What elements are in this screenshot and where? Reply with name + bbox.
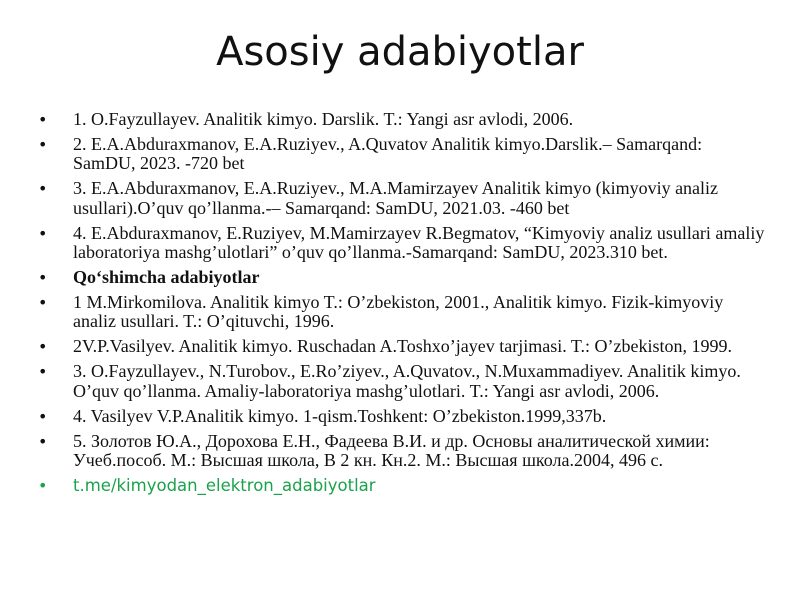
slide-title: Asosiy adabiyotlar bbox=[216, 29, 584, 75]
list-item bbox=[38, 407, 768, 427]
reference-text: 2V.P.Vasilyev. Analitik kimyo. Ruschadan A.Toshxo’jayev tarjimasi. T.: O’zbekiston, 1999. bbox=[73, 336, 733, 357]
reference-text: 1. O.Fayzullayev. Analitik kimyo. Darslik. T.: Yangi asr avlodi, 2006. bbox=[73, 109, 574, 129]
list-item bbox=[38, 362, 768, 401]
reference-text: 3. O.Fayzullayev., N.Turobov., E.Ro’ziyev., A.Quvatov., N.Muxammadiyev. Analitik kimyo. O’quv qo’llanma. Amaliy-laboratoriya mashg’ulotlari. T.: Yangi asr avlodi, 2006. bbox=[73, 361, 741, 401]
reference-list bbox=[38, 110, 768, 501]
list-item bbox=[38, 135, 768, 174]
list-item bbox=[38, 110, 768, 130]
list-item bbox=[38, 337, 768, 357]
section-heading-item bbox=[38, 268, 768, 288]
reference-text: 2. E.A.Abduraxmanov, E.A.Ruziyev., A.Quvatov Analitik kimyo.Darslik.– Samarqand: SamDU, 2023. -720 bet bbox=[73, 133, 703, 174]
bullet-icon: • bbox=[38, 223, 48, 243]
bullet-icon: • bbox=[38, 110, 48, 129]
bullet-icon: • bbox=[38, 268, 48, 288]
list-item bbox=[38, 224, 768, 263]
bullet-icon: • bbox=[38, 337, 48, 357]
list-item bbox=[38, 432, 768, 471]
reference-text: 1 M.Mirkomilova. Analitik kimyo T.: O’zbekiston, 2001., Analitik kimyo. Fizik-kimyoviy analiz usullari. T.: O’qituvchi, 1996. bbox=[73, 291, 724, 332]
bullet-icon: • bbox=[38, 406, 48, 426]
bullet-icon: • bbox=[38, 362, 48, 382]
reference-text: 5. Золотов Ю.А., Дорохова Е.Н., Фадеева В.И. и др. Основы аналитической химии: Учеб.пособ. М.: Высшая школа, В 2 кн. Кн.2. М.: Высшая школа.2004, 496 с. bbox=[73, 430, 710, 471]
reference-text: 3. E.A.Abduraxmanov, E.A.Ruziyev., M.A.Mamirzayev Analitik kimyo (kimyoviy analiz usullari).O’quv qo’llanma.-– Samarqand: SamDU, 2021.03. -460 bet bbox=[73, 178, 719, 218]
telegram-link[interactable]: t.me/kimyodan_elektron_adabiyotlar bbox=[73, 475, 376, 495]
bullet-icon: • bbox=[38, 292, 48, 312]
bullet-icon: • bbox=[38, 431, 48, 451]
reference-text: 4. E.Abduraxmanov, E.Ruziyev, M.Mamirzayev R.Begmatov, “Kimyoviy analiz usullari amaliy laboratoriya mashg’ulotlari” o’quv qo’llanma.-Samarqand: SamDU, 2023.310 bet. bbox=[73, 222, 765, 263]
section-heading: Qo‘shimcha adabiyotlar bbox=[73, 267, 260, 288]
list-item bbox=[38, 179, 768, 218]
bullet-icon: • bbox=[38, 134, 48, 154]
list-item bbox=[38, 293, 768, 332]
telegram-link-item[interactable] bbox=[38, 476, 768, 496]
bullet-icon: • bbox=[38, 475, 48, 495]
bullet-icon: • bbox=[38, 179, 48, 199]
reference-text: 4. Vasilyev V.P.Analitik kimyo. 1-qism.Toshkent: O’zbekiston.1999,337b. bbox=[73, 405, 607, 426]
